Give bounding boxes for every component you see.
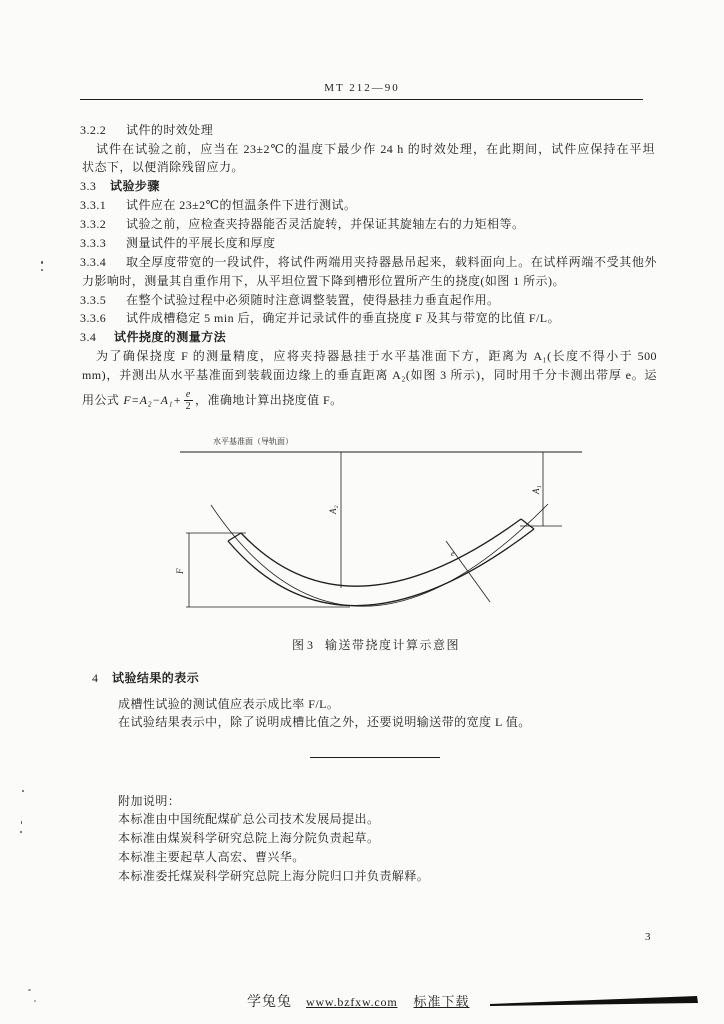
- scan-speck: [41, 269, 43, 271]
- scan-speck: [41, 261, 43, 264]
- header-rule: [80, 99, 643, 100]
- scan-speck: [34, 1000, 36, 1002]
- section-3-4-line-2: mm)，并测出从水平基准面到装载面边缘上的垂直距离 A₂(如图 3 所示)，同时用千分卡测出带厚 e。运: [82, 368, 657, 382]
- a2-label: A₂: [328, 505, 338, 514]
- notes-item: 本标准主要起草人高宏、曹兴华。: [118, 850, 305, 864]
- section-title: 试验步骤: [110, 179, 160, 193]
- formula-lead: 用公式: [82, 393, 120, 407]
- clause-3-3-3: [80, 235, 275, 251]
- section-4-line-1: 成槽性试验的测试值应表示成比率 F/L。: [118, 697, 340, 711]
- clause-text: 试件应在 23±2℃的恒温条件下进行测试。: [126, 198, 357, 212]
- clause-number: 3.2.2: [80, 123, 107, 137]
- section-number: 3.4: [80, 330, 97, 344]
- section-4-line-2: 在试验结果表示中，除了说明成槽比值之外，还要说明输送带的宽度 L 值。: [118, 715, 531, 729]
- reference-plane-label: 水平基准面（导轨面）: [213, 437, 293, 446]
- f-label: F: [175, 568, 185, 574]
- section-4-heading: [92, 670, 199, 686]
- document-code-header: MT 212—90: [324, 82, 400, 94]
- footer-tagline: 标准下载: [413, 994, 470, 1009]
- figure-number: 图 3: [292, 638, 314, 652]
- page-number: 3: [645, 931, 651, 943]
- scan-speck: [28, 989, 31, 991]
- clause-title: 试件的时效处理: [126, 123, 214, 137]
- clause-text: 试验之前，应检查夹持器能否灵活旋转，并保证其旋轴左右的力矩相等。: [126, 217, 525, 231]
- brush-stroke-shape: [490, 996, 698, 1006]
- belt-left-end: [228, 533, 241, 541]
- clause-3-2-2-line-1: 试件在试验之前，应当在 23±2℃的温度下最少作 24 h 的时效处理，在此期间，试件应保持在平坦: [96, 142, 655, 156]
- clause-3-2-2-line-2: 状态下，以便消除残留应力。: [82, 160, 244, 174]
- footer-watermark: [247, 991, 470, 1011]
- figure-caption: [292, 637, 460, 653]
- notes-heading: 附加说明：: [118, 794, 181, 808]
- section-3-4-line-1: 为了确保挠度 F 的测量精度，应将夹持器悬挂于水平基准面下方，距离为 A₁(长度不得小于 500: [96, 349, 657, 363]
- clause-3-3-4-line-1: [80, 254, 657, 270]
- clause-number: 3.3.1: [80, 198, 107, 212]
- footer-brush-stroke: [480, 990, 700, 1010]
- section-number: 3.3: [80, 179, 97, 193]
- notes-item: 本标准由煤炭科学研究总院上海分院负责起草。: [118, 831, 380, 845]
- belt-lower-surface: [228, 529, 534, 606]
- clause-number: 3.3.6: [80, 311, 107, 325]
- clause-number: 3.3.2: [80, 217, 107, 231]
- clause-text: 测量试件的平展长度和厚度: [126, 236, 276, 250]
- e-label: e: [451, 549, 455, 558]
- footer-url-link[interactable]: www.bzfxw.com: [306, 995, 398, 1009]
- figure-title: 输送带挠度计算示意图: [325, 638, 461, 652]
- belt-upper-surface: [241, 519, 521, 586]
- clause-3-3-1: [80, 197, 356, 213]
- clause-number: 3.3.3: [80, 236, 107, 250]
- fraction-numerator: e: [185, 388, 191, 400]
- clause-number: 3.3.5: [80, 293, 107, 307]
- scan-speck: [22, 790, 24, 792]
- section-divider: [310, 757, 440, 758]
- clause-3-3-6: [80, 310, 560, 326]
- section-title: 试验结果的表示: [112, 671, 200, 685]
- section-number: 4: [92, 671, 99, 685]
- a1-label: A₁: [531, 485, 541, 494]
- clause-3-3-4-line-2: 力影响时，测量其自重作用下，从平坦位置下降到槽形位置所产生的挠度(如图 1 所示)。: [82, 274, 565, 288]
- clause-number: 3.3.4: [80, 255, 107, 269]
- formula-expression: F=A₂−A₁+: [123, 393, 182, 407]
- notes-item: 本标准委托煤炭科学研究总院上海分院归口并负责解释。: [118, 869, 430, 883]
- formula-fraction: [184, 389, 193, 412]
- formula-line: [82, 387, 343, 413]
- clause-3-3-5: [80, 292, 500, 308]
- section-3-4-heading: [80, 329, 226, 345]
- section-3-3-heading: [80, 178, 160, 194]
- section-title: 试件挠度的测量方法: [114, 330, 227, 344]
- belt-right-end: [521, 519, 534, 529]
- footer-brand: 学兔兔: [247, 995, 292, 1010]
- notes-item: 本标准由中国统配煤矿总公司技术发展局提出。: [118, 812, 380, 826]
- belt-deflection-diagram: [170, 428, 590, 620]
- clause-3-3-2: [80, 216, 524, 232]
- clause-3-2-2-heading: [80, 122, 213, 138]
- fraction-denominator: 2: [185, 400, 192, 412]
- clause-text: 试件成槽稳定 5 min 后，确定并记录试件的垂直挠度 F 及其与带宽的比值 F/L。: [126, 311, 561, 325]
- clause-text: 取全厚度带宽的一段试件，将试件两端用夹持器悬吊起来，载料面向上。在试样两端不受其他外: [126, 255, 657, 269]
- scan-speck: [20, 831, 22, 833]
- formula-trail: ，准确地计算出挠度值 F。: [195, 393, 343, 407]
- scan-speck: [21, 821, 22, 824]
- clause-text: 在整个试验过程中必须随时注意调整装置，使得悬挂力垂直起作用。: [126, 293, 500, 307]
